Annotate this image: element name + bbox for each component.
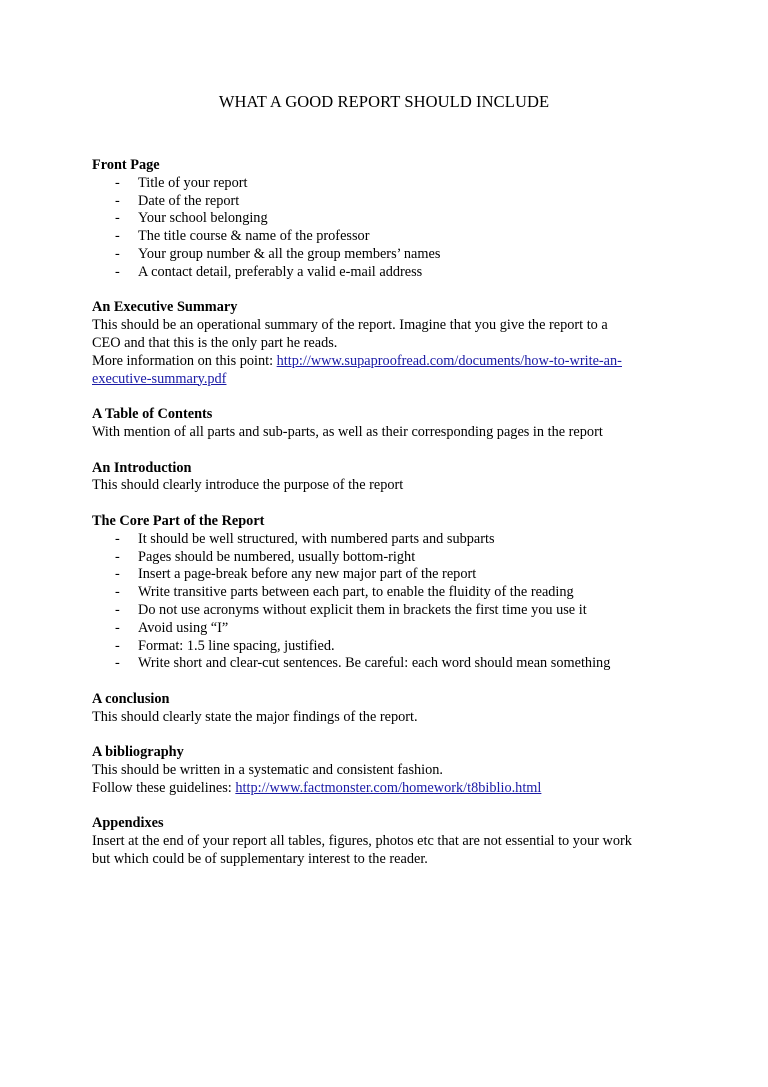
body-text: Insert at the end of your report all tables, figures, photos etc that are not essential to your work: [92, 833, 632, 850]
body-text: [92, 353, 692, 371]
body-text: With mention of all parts and sub-parts, as well as their corresponding pages in the report: [92, 423, 603, 440]
executive-summary-link[interactable]: http://www.supaproofread.com/documents/how-to-write-an-: [276, 352, 622, 369]
section-front-page: [92, 157, 692, 282]
list-item: - A contact detail, preferably a valid e-mail address: [115, 263, 423, 280]
section-table-of-contents: [92, 406, 692, 442]
list-item: - Avoid using “I”: [115, 619, 229, 636]
body-text: but which could be of supplementary interest to the reader.: [92, 851, 428, 868]
list-item: - Your group number & all the group members’ names: [115, 245, 441, 262]
section-executive-summary: [92, 299, 692, 388]
section-heading-appendixes: Appendixes: [92, 815, 164, 832]
more-info-label: More information on this point:: [92, 352, 277, 369]
bibliography-guidelines-link[interactable]: http://www.factmonster.com/homework/t8biblio.html: [235, 779, 542, 796]
section-heading-bibliography: A bibliography: [92, 744, 184, 761]
section-heading-core-part: The Core Part of the Report: [92, 512, 265, 529]
section-bibliography: [92, 744, 692, 797]
executive-summary-link-continued[interactable]: executive-summary.pdf: [92, 370, 227, 387]
body-text: This should clearly introduce the purpose of the report: [92, 477, 404, 494]
page-title: WHAT A GOOD REPORT SHOULD INCLUDE: [218, 92, 550, 111]
list-item: - Insert a page-break before any new major part of the report: [115, 566, 477, 583]
section-introduction: [92, 460, 692, 496]
body-text: This should be written in a systematic and consistent fashion.: [92, 762, 444, 779]
section-core-part: [92, 513, 692, 673]
guidelines-label: Follow these guidelines:: [92, 779, 236, 796]
section-heading-introduction: An Introduction: [92, 459, 192, 476]
list-item: - Pages should be numbered, usually bottom-right: [115, 548, 416, 565]
document-body: [92, 157, 692, 887]
body-text: This should clearly state the major findings of the report.: [92, 708, 418, 725]
list-item: - Date of the report: [115, 192, 240, 209]
body-text: [92, 371, 692, 389]
list-item: - Your school belonging: [115, 210, 268, 227]
list-item: - Write short and clear-cut sentences. Be careful: each word should mean something: [115, 655, 611, 672]
front-page-list: [92, 175, 692, 282]
section-appendixes: [92, 815, 692, 868]
list-item: - It should be well structured, with numbered parts and subparts: [115, 530, 495, 547]
list-item: - Write transitive parts between each part, to enable the fluidity of the reading: [115, 584, 574, 601]
list-item: - Do not use acronyms without explicit them in brackets the first time you use it: [115, 601, 587, 618]
section-conclusion: [92, 691, 692, 727]
section-heading-executive-summary: An Executive Summary: [92, 299, 238, 316]
section-heading-front-page: Front Page: [92, 157, 160, 173]
section-heading-table-of-contents: A Table of Contents: [92, 406, 213, 423]
list-item: - The title course & name of the professor: [115, 228, 370, 245]
section-heading-conclusion: A conclusion: [92, 690, 170, 707]
core-part-list: [92, 531, 692, 673]
body-text: [92, 780, 692, 798]
body-text: CEO and that this is the only part he reads.: [92, 334, 338, 351]
list-item: - Format: 1.5 line spacing, justified.: [115, 637, 335, 654]
body-text: This should be an operational summary of the report. Imagine that you give the report to a: [92, 317, 608, 334]
list-item: - Title of your report: [115, 174, 248, 191]
